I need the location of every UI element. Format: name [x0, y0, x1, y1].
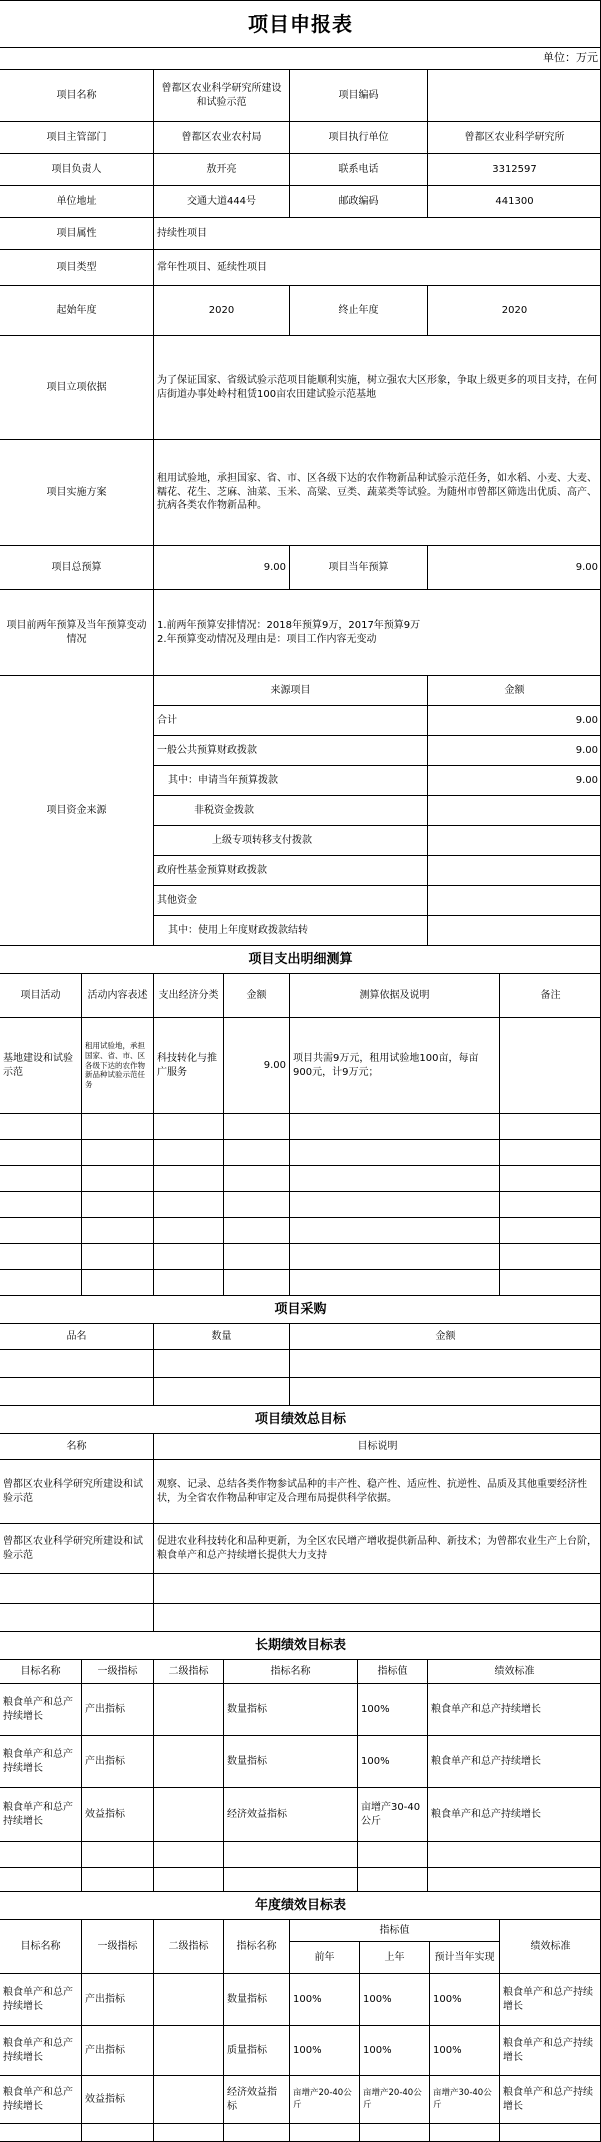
form-title: 项目申报表 — [248, 11, 353, 36]
postcode-label: 邮政编码 — [290, 186, 428, 217]
perf-empty-row — [0, 1574, 601, 1604]
long-row-name: 粮食单产和总产持续增长 — [0, 1684, 82, 1735]
end-year-value: 2020 — [501, 304, 528, 316]
long-row-l2 — [154, 1684, 224, 1735]
long-row-ind: 数量指标 — [224, 1684, 358, 1735]
leader-value: 敖开亮 — [154, 154, 290, 185]
funding-row — [154, 826, 601, 856]
annual-subheader-current: 预计当年实现 — [430, 1942, 500, 1974]
long-row-std: 粮食单产和总产持续增长 — [431, 1755, 541, 1767]
annual-row-std: 粮食单产和总产持续增长 — [503, 1987, 593, 2012]
annual-row-ind: 质量指标 — [224, 2026, 290, 2075]
row-basis — [0, 336, 601, 440]
expense-header-activity: 项目活动 — [0, 974, 82, 1017]
unit-row — [0, 48, 601, 70]
row-project-name — [0, 70, 601, 122]
annual-title: 年度绩效目标表 — [254, 1897, 346, 1913]
funding-row-amount: 9.00 — [575, 774, 598, 786]
row-type — [0, 250, 601, 286]
funding-row — [154, 796, 601, 826]
annual-row — [0, 1974, 601, 2026]
phone-value: 3312597 — [492, 163, 537, 175]
long-empty-row — [0, 1842, 601, 1868]
funding-row-amount: 9.00 — [575, 744, 598, 756]
type-value: 常年性项目、延续性项目 — [157, 261, 267, 273]
expense-empty-row — [0, 1114, 601, 1140]
long-header-l2: 二级指标 — [154, 1660, 224, 1683]
annual-row-l2 — [154, 2076, 224, 2123]
long-row-name: 粮食单产和总产持续增长 — [0, 1736, 82, 1787]
annual-row-l1: 产出指标 — [82, 1974, 154, 2025]
change-label: 项目前两年预算及当年预算变动情况 — [0, 590, 154, 675]
funding-row-name: 上级专项转移支付拨款 — [154, 826, 428, 855]
change-line-1: 1.前两年预算安排情况：2018年预算9万，2017年预算9万 — [157, 620, 421, 631]
row-dept — [0, 122, 601, 154]
long-row — [0, 1684, 601, 1736]
annual-row-v1: 100% — [290, 2026, 360, 2075]
long-row-l2 — [154, 1736, 224, 1787]
funding-row — [154, 706, 601, 736]
expense-basis: 项目共需9万元，租用试验地100亩，每亩900元，计9万元； — [290, 1018, 500, 1113]
address-label: 单位地址 — [0, 186, 154, 217]
unit-label: 单位：万元 — [543, 51, 598, 65]
purchase-title-row — [0, 1296, 601, 1324]
annual-row-name: 粮食单产和总产持续增长 — [0, 1974, 82, 2025]
long-row-ind: 经济效益指标 — [224, 1788, 358, 1841]
annual-row-v2: 亩增产20-40公斤 — [360, 2076, 430, 2123]
funding-row-name: 其中：使用上年度财政拨款结转 — [154, 916, 428, 945]
purchase-title: 项目采购 — [274, 1301, 327, 1317]
project-name-label: 项目名称 — [0, 70, 154, 121]
annual-row-v2: 100% — [360, 2026, 430, 2075]
expense-note — [500, 1018, 601, 1113]
title-row — [0, 0, 601, 48]
expense-empty-row — [0, 1218, 601, 1244]
funding-row-amount — [428, 796, 601, 825]
expense-header-basis: 测算依据及说明 — [290, 974, 500, 1017]
purchase-empty-row — [0, 1378, 601, 1406]
perf-empty-row — [0, 1604, 601, 1632]
plan-value: 租用试验地，承担国家、省、市、区各级下达的农作物新品种试验示范任务，如水稻、小麦、大麦、糯花、花生、芝麻、油菜、玉米、高粱、豆类、蔬菜类等试验。为随州市曾都区筛选出优质、高产、抗病各类农作物新品种。 — [157, 473, 597, 512]
funding-label: 项目资金来源 — [0, 676, 154, 945]
year-budget-label: 项目当年预算 — [290, 546, 428, 589]
annual-header-ind: 指标名称 — [224, 1920, 290, 1973]
funding-row — [154, 766, 601, 796]
attr-value: 持续性项目 — [157, 227, 207, 239]
start-year-value: 2020 — [154, 286, 290, 335]
type-label: 项目类型 — [0, 250, 154, 285]
expense-header-row — [0, 974, 601, 1018]
perf-header-desc: 目标说明 — [357, 1440, 398, 1452]
annual-header-val: 指标值 — [290, 1920, 500, 1942]
funding-row-name: 其他资金 — [154, 886, 428, 915]
expense-title: 项目支出明细测算 — [248, 951, 353, 967]
funding-row-amount — [428, 916, 601, 945]
annual-row-v1: 亩增产20-40公斤 — [290, 2076, 360, 2123]
start-year-label: 起始年度 — [0, 286, 154, 335]
long-row-std: 粮食单产和总产持续增长 — [431, 1808, 541, 1820]
long-row — [0, 1736, 601, 1788]
row-address — [0, 186, 601, 218]
row-change — [0, 590, 601, 676]
annual-subheader-prev2: 前年 — [290, 1942, 360, 1974]
long-row-l1: 产出指标 — [82, 1684, 154, 1735]
address-value: 交通大道444号 — [154, 186, 290, 217]
plan-label: 项目实施方案 — [0, 440, 154, 545]
perf-title: 项目绩效总目标 — [254, 1411, 346, 1427]
postcode-value: 441300 — [495, 195, 534, 207]
expense-title-row — [0, 946, 601, 974]
funding-row-name: 政府性基金预算财政拨款 — [154, 856, 428, 885]
annual-empty-row — [0, 2124, 601, 2142]
annual-header-l1: 一级指标 — [82, 1920, 154, 1973]
long-row — [0, 1788, 601, 1842]
annual-row — [0, 2026, 601, 2076]
long-row-val: 100% — [358, 1684, 428, 1735]
expense-header-category: 支出经济分类 — [154, 974, 224, 1017]
row-budget — [0, 546, 601, 590]
annual-subheader-prev1: 上年 — [360, 1942, 430, 1974]
exec-unit-label: 项目执行单位 — [290, 122, 428, 153]
annual-row-v3: 亩增产30-40公斤 — [430, 2076, 500, 2123]
perf-row-name: 曾都区农业科学研究所建设和试验示范 — [0, 1524, 154, 1573]
perf-row-desc: 促进农业科技转化和品种更新，为全区农民增产增收提供新品种、新技术；为曾都农业生产上台阶，粮食单产和总产持续增长提供大力支持 — [157, 1536, 597, 1561]
project-name-value: 曾都区农业科学研究所建设和试验示范 — [154, 70, 290, 121]
annual-header-l2: 二级指标 — [154, 1920, 224, 1973]
annual-row-l1: 产出指标 — [82, 2026, 154, 2075]
funding-row — [154, 736, 601, 766]
perf-row-desc: 观察、记录、总结各类作物参试品种的丰产性、稳产性、适应性、抗逆性、品质及其他重要经济性状，为全省农作物品种审定及合理布局提供科学依据。 — [157, 1479, 587, 1504]
purchase-header-row — [0, 1324, 601, 1350]
change-value — [154, 590, 601, 675]
total-budget-value: 9.00 — [154, 546, 290, 589]
expense-empty-row — [0, 1192, 601, 1218]
annual-row-std: 粮食单产和总产持续增长 — [503, 2087, 593, 2112]
long-empty-row — [0, 1868, 601, 1892]
leader-label: 项目负责人 — [0, 154, 154, 185]
project-code-value — [428, 70, 601, 121]
row-attr — [0, 218, 601, 250]
phone-label: 联系电话 — [290, 154, 428, 185]
expense-category: 科技转化与推广服务 — [154, 1018, 224, 1113]
annual-header-row — [0, 1920, 601, 1974]
annual-row-ind: 数量指标 — [224, 1974, 290, 2025]
exec-unit-value: 曾都区农业科学研究所 — [464, 131, 565, 143]
funding-row — [154, 916, 601, 946]
expense-empty-row — [0, 1140, 601, 1166]
row-plan — [0, 440, 601, 546]
change-line-2: 2.年预算变动情况及理由是：项目工作内容无变动 — [157, 633, 377, 645]
funding-source-header: 来源项目 — [154, 676, 428, 705]
funding-header — [154, 676, 601, 706]
long-row-std: 粮食单产和总产持续增长 — [431, 1703, 541, 1715]
project-code-label: 项目编码 — [290, 70, 428, 121]
annual-row-name: 粮食单产和总产持续增长 — [0, 2026, 82, 2075]
annual-row-l1: 效益指标 — [82, 2076, 154, 2123]
funding-row-name: 其中：申请当年预算拨款 — [154, 766, 428, 795]
perf-row — [0, 1460, 601, 1524]
funding-row-name: 合计 — [154, 706, 428, 735]
annual-row-ind: 经济效益指标 — [224, 2076, 290, 2123]
long-title-row — [0, 1632, 601, 1660]
long-row-l1: 效益指标 — [82, 1788, 154, 1841]
row-leader — [0, 154, 601, 186]
funding-row-name: 一般公共预算财政拨款 — [154, 736, 428, 765]
annual-row-name: 粮食单产和总产持续增长 — [0, 2076, 82, 2123]
row-years — [0, 286, 601, 336]
annual-title-row — [0, 1892, 601, 1920]
expense-empty-row — [0, 1166, 601, 1192]
purchase-header-amount: 金额 — [435, 1330, 456, 1342]
annual-row-v3: 100% — [430, 1974, 500, 2025]
attr-label: 项目属性 — [0, 218, 154, 249]
purchase-header-qty: 数量 — [154, 1324, 290, 1349]
annual-row — [0, 2076, 601, 2124]
annual-header-name: 目标名称 — [0, 1920, 82, 1973]
funding-row-amount — [428, 886, 601, 915]
annual-row-v1: 100% — [290, 1974, 360, 2025]
expense-amount: 9.00 — [224, 1018, 290, 1113]
long-header-ind: 指标名称 — [224, 1660, 358, 1683]
purchase-header-name: 品名 — [0, 1324, 154, 1349]
total-budget-label: 项目总预算 — [0, 546, 154, 589]
long-row-name: 粮食单产和总产持续增长 — [0, 1788, 82, 1841]
funding-amount-header: 金额 — [504, 684, 525, 696]
funding-row — [154, 856, 601, 886]
annual-row-l2 — [154, 2026, 224, 2075]
annual-row-v3: 100% — [430, 2026, 500, 2075]
long-header-val: 指标值 — [358, 1660, 428, 1683]
perf-title-row — [0, 1406, 601, 1434]
expense-header-note: 备注 — [540, 989, 561, 1001]
annual-row-l2 — [154, 1974, 224, 2025]
long-header-name: 目标名称 — [0, 1660, 82, 1683]
expense-header-content: 活动内容表述 — [82, 974, 154, 1017]
long-title: 长期绩效目标表 — [254, 1637, 346, 1653]
funding-row — [154, 886, 601, 916]
annual-row-std: 粮食单产和总产持续增长 — [503, 2038, 593, 2063]
long-header-std: 绩效标准 — [494, 1665, 535, 1677]
dept-label: 项目主管部门 — [0, 122, 154, 153]
expense-header-amount: 金额 — [224, 974, 290, 1017]
expense-activity: 基地建设和试验示范 — [0, 1018, 82, 1113]
dept-value: 曾都区农业农村局 — [154, 122, 290, 153]
long-row-l1: 产出指标 — [82, 1736, 154, 1787]
long-row-ind: 数量指标 — [224, 1736, 358, 1787]
funding-row-amount: 9.00 — [575, 714, 598, 726]
perf-header-name: 名称 — [0, 1434, 154, 1459]
basis-value: 为了保证国家、省级试验示范项目能顺利实施，树立强农大区形象，争取上级更多的项目支持，在何店街道办事处岭村租赁100亩农田建试验示范基地 — [157, 375, 597, 400]
long-row-val: 亩增产30-40公斤 — [358, 1788, 428, 1841]
annual-header-std: 绩效标准 — [530, 1940, 571, 1952]
long-header-l1: 一级指标 — [82, 1660, 154, 1683]
funding-row-amount — [428, 826, 601, 855]
funding-row-name: 非税资金拨款 — [154, 796, 428, 825]
year-budget-value: 9.00 — [575, 561, 598, 573]
funding-row-amount — [428, 856, 601, 885]
perf-header-row — [0, 1434, 601, 1460]
expense-content: 租用试验地，承担国家、省、市、区各级下达的农作物新品种试验示范任务 — [82, 1018, 154, 1113]
expense-empty-row — [0, 1244, 601, 1270]
purchase-empty-row — [0, 1350, 601, 1378]
expense-data-row — [0, 1018, 601, 1114]
end-year-label: 终止年度 — [290, 286, 428, 335]
perf-row — [0, 1524, 601, 1574]
basis-label: 项目立项依据 — [0, 336, 154, 439]
annual-row-v2: 100% — [360, 1974, 430, 2025]
long-row-l2 — [154, 1788, 224, 1841]
perf-row-name: 曾都区农业科学研究所建设和试验示范 — [0, 1460, 154, 1523]
long-header-row — [0, 1660, 601, 1684]
long-row-val: 100% — [358, 1736, 428, 1787]
expense-empty-row — [0, 1270, 601, 1296]
